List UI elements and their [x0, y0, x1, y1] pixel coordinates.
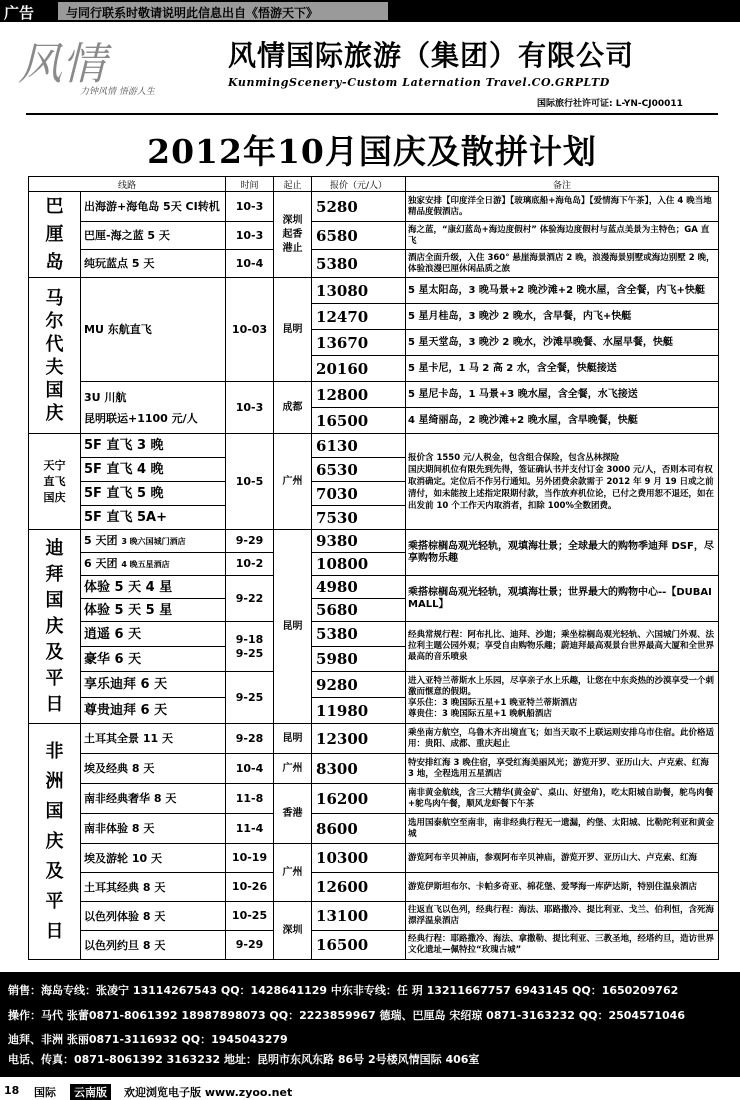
departure-date: 10-3: [226, 222, 274, 250]
header-city: 起止: [274, 177, 312, 192]
price: 16500: [312, 408, 406, 434]
price: 13080: [312, 278, 406, 304]
source-note: 与同行联系时敬请说明此信息出自《悟游天下》: [58, 2, 388, 20]
price: 12600: [312, 873, 406, 902]
contact-footer: [0, 972, 740, 1077]
region-label: 非 洲 国 庆 及 平 日: [29, 724, 81, 960]
departure-date: 9-29: [226, 530, 274, 553]
price: 9380: [312, 530, 406, 553]
header-route: 线路: [29, 177, 226, 192]
departure-date: 10-19: [226, 844, 274, 873]
region-label: 天宁 直飞 国庆: [29, 434, 81, 530]
table-row: [29, 754, 719, 784]
remark: 经典常规行程：阿布扎比、迪拜、沙迦；乘坐棕榈岛观光轻轨、六国城门外观、法拉利主题公园外观；享受自由购物乐趣；蔚迪拜最高观景台世界最高大厦和全世界最高的音乐喷泉: [406, 622, 719, 672]
table-row: [29, 814, 719, 844]
route-name: 5F 直飞 3 晚: [81, 434, 226, 458]
price: 11980: [312, 698, 406, 724]
remark: 特安排红海 3 晚住宿，享受红海美丽风光；游览开罗、亚历山大、卢克索、红海 3 地，全程选用五星酒店: [406, 754, 719, 784]
remark: 游览阿布辛贝神庙，参观阿布辛贝神庙，游览开罗、亚历山大、卢克索、红海: [406, 844, 719, 873]
sales-contact: 销售：海岛专线：张凌宁 13114267543 QQ：1428641129 中东非专线：任 玥 13211667757 6943145 QQ：1650209762: [8, 984, 679, 997]
departure-date: 10-25: [226, 902, 274, 931]
route-airline: 3U 川航: [84, 390, 127, 404]
table-row: [29, 902, 719, 931]
price: 7530: [312, 506, 406, 530]
price: 10800: [312, 553, 406, 576]
route-note: 昆明联运+1100 元/人: [84, 411, 198, 425]
company-name-cn: 风情国际旅游（集团）有限公司: [228, 39, 635, 72]
price: 7030: [312, 482, 406, 506]
header-date: 时间: [226, 177, 274, 192]
logo-mark: 风情: [18, 39, 106, 90]
price: 5680: [312, 599, 406, 622]
table-row: [29, 873, 719, 902]
price: 5380: [312, 622, 406, 647]
page-number: 18: [4, 1084, 20, 1097]
price: 12470: [312, 304, 406, 330]
table-row: [29, 622, 719, 647]
edition-badge: 云南版: [70, 1084, 111, 1100]
departure-date: 10-03: [226, 278, 274, 382]
price: 6580: [312, 222, 406, 250]
departure-date: 10-4: [226, 754, 274, 784]
route-name: 以色列约旦 8 天: [81, 931, 226, 960]
table-row: [29, 192, 719, 222]
logo-slogan: 力钟风情 悟游人生: [80, 87, 155, 97]
route-name: 巴厘-海之蓝 5 天: [81, 222, 226, 250]
price: 5380: [312, 250, 406, 278]
table-row: [29, 278, 719, 304]
departure-city: 成都: [274, 382, 312, 434]
price: 13670: [312, 330, 406, 356]
remark: 5 星天堂岛，3 晚沙 2 晚水，沙滩早晚餐、水屋早餐，快艇: [406, 330, 719, 356]
departure-date: 10-2: [226, 553, 274, 576]
remark: 乘搭棕榈岛观光轻轨，观填海壮景；全球最大的购物季迪拜 DSF，尽享购物乐趣: [406, 530, 719, 576]
company-logo: [18, 28, 188, 100]
route-name: [81, 382, 226, 434]
route-hotel: 4 晚五星酒店: [121, 560, 170, 569]
remark: 独家安排【印度洋全日游】【玻璃底船+海龟岛】【爱情海下午茶】，入住 4 晚当地精品度假酒店。: [406, 192, 719, 222]
operations-contact: 操作：马代 张蕾0871-8061392 18987898073 QQ：2223859967 德瑞、巴厘岛 宋绍琼 0871-3163232 QQ：2504571046: [8, 1009, 685, 1022]
top-banner: [0, 0, 740, 22]
route-name: 体验 5 天 4 星: [81, 576, 226, 599]
price: 10300: [312, 844, 406, 873]
route-name: 南非体验 8 天: [81, 814, 226, 844]
departure-date: 11-4: [226, 814, 274, 844]
dubai-africa-contact: 迪拜、非洲 张丽0871-3116932 QQ：1945043279: [8, 1033, 288, 1046]
remark: 海之蓝，“康幻蓝岛+海边度假村” 体验海边度假村与蓝点美景为主特色；GA 直飞: [406, 222, 719, 250]
header-price: 报价（元/人）: [312, 177, 406, 192]
departure-date: 10-5: [226, 434, 274, 530]
price: 8600: [312, 814, 406, 844]
price: 4980: [312, 576, 406, 599]
phone-address: 电话、传真：0871-8061392 3163232 地址：昆明市东风东路 86号 2号楼风情国际 406室: [8, 1053, 480, 1066]
table-row: [29, 724, 719, 754]
departure-date: 9-28: [226, 724, 274, 754]
ad-tag: 广告: [4, 4, 35, 22]
route-name: 体验 5 天 5 星: [81, 599, 226, 622]
divider: [26, 113, 718, 115]
route-name: [81, 530, 226, 553]
departure-date: 10-26: [226, 873, 274, 902]
remark: 酒店全面升级，入住 360° 悬崖海景酒店 2 晚，浪漫海景别墅或海边别墅 2 晚，体验浪漫巴厘休闲品质之旅: [406, 250, 719, 278]
departure-date: 9-18 9-25: [226, 622, 274, 672]
departure-city: 广州: [274, 844, 312, 902]
route-name: 尊贵迪拜 6 天: [81, 698, 226, 724]
table-row: [29, 530, 719, 553]
price: 5980: [312, 647, 406, 672]
departure-city: 深圳 起香 港止: [274, 192, 312, 278]
remark: 乘搭棕榈岛观光轻轨，观填海壮景；世界最大的购物中心--【DUBAI MALL】: [406, 576, 719, 622]
remark: 5 星太阳岛，3 晚马景+2 晚沙滩+2 晚水屋，含全餐，内飞+快艇: [406, 278, 719, 304]
route-name: 5F 直飞 5A+: [81, 506, 226, 530]
route-name: [81, 553, 226, 576]
route-name: 土耳其全景 11 天: [81, 724, 226, 754]
table-header: [29, 177, 719, 192]
remark: 报价含 1550 元/人税金，包含组合保险，包含丛林探险 国庆期间机位有限先到先得，签证确认书并支付订金 3000 元/人，否则本司有权取消确定。定位后不作另行通知。另外团费余款需于 2012 年 9 月 19 日或之前清付，如未能按上述指定限期付款，当作放弃机位论，已付之费用恕不退还，如在出发前 10 个工作天内取消者，扣除 100%全数团费。: [406, 434, 719, 530]
company-name-en: KunmingScenery-Custom Laternation Travel.CO.GRPLTD: [228, 76, 610, 89]
price: 20160: [312, 356, 406, 382]
region-label: 马 尔 代 夫 国 庆: [29, 278, 81, 434]
remark: 游览伊斯坦布尔、卡帕多奇亚、棉花堡、爱琴海一库萨达斯，特别住温泉酒店: [406, 873, 719, 902]
price: 5280: [312, 192, 406, 222]
route-name: 5F 直飞 4 晚: [81, 458, 226, 482]
route-hotel: 3 晚六国城门酒店: [121, 537, 186, 546]
remark: 往返直飞以色列，经典行程：海法、耶路撒冷、提比利亚、戈兰、伯利恒，含死海漂浮温泉酒店: [406, 902, 719, 931]
remark: 经典行程：耶路撒冷、海法、拿撒勒、提比利亚、三教圣地，经塔约旦，造访世界文化遗址—佩特拉“玫瑰古城”: [406, 931, 719, 960]
departure-city: 深圳: [274, 902, 312, 960]
price: 6530: [312, 458, 406, 482]
table-row: [29, 250, 719, 278]
region-label: 迪 拜 国 庆 及 平 日: [29, 530, 81, 724]
remark: 5 星月桂岛，3 晚沙 2 晚水，含早餐，内飞+快艇: [406, 304, 719, 330]
header-remark: 备注: [406, 177, 719, 192]
region-label: 巴 厘 岛: [29, 192, 81, 278]
price: 12300: [312, 724, 406, 754]
route-name: 埃及经典 8 天: [81, 754, 226, 784]
departure-date: 10-3: [226, 192, 274, 222]
price: 8300: [312, 754, 406, 784]
route-name: 土耳其经典 8 天: [81, 873, 226, 902]
table-row: [29, 844, 719, 873]
section-name: 国际: [34, 1086, 56, 1099]
price: 6130: [312, 434, 406, 458]
departure-city: 昆明: [274, 530, 312, 724]
departure-city: 广州: [274, 434, 312, 530]
license-number: 国际旅行社许可证: L-YN-CJ00011: [537, 99, 683, 109]
departure-city: 广州: [274, 754, 312, 784]
price: 16200: [312, 784, 406, 814]
route-name: 埃及游轮 10 天: [81, 844, 226, 873]
remark: 5 星卡尼，1 马 2 高 2 水，含全餐，快艇接送: [406, 356, 719, 382]
route-name: 出海游+海龟岛 5天 CI转机: [81, 192, 226, 222]
page-footer: [0, 1080, 740, 1100]
table-row: [29, 931, 719, 960]
price: 16500: [312, 931, 406, 960]
remark: 5 星尼卡岛，1 马景+3 晚水屋，含全餐，水飞接送: [406, 382, 719, 408]
page-title: 2012年10月国庆及散拼计划: [147, 132, 597, 171]
table-row: [29, 222, 719, 250]
remark: 选用国泰航空至南非，南非经典行程无一遗漏，约堡、太阳城、比勒陀利亚和黄金城: [406, 814, 719, 844]
departure-city: 昆明: [274, 724, 312, 754]
departure-date: 11-8: [226, 784, 274, 814]
price: 9280: [312, 672, 406, 698]
remark: 南非黄金航线，含三大精华(黄金矿、桌山、好望角)，吃太阳城自助餐，鸵鸟肉餐+鸵鸟肉午餐，顺风龙虾餐下午茶: [406, 784, 719, 814]
route-name: 南非经典奢华 8 天: [81, 784, 226, 814]
route-title: 5 天团: [84, 534, 118, 547]
remark: 4 星绮丽岛，2 晚沙滩+2 晚水屋，含早晚餐，快艇: [406, 408, 719, 434]
table-row: [29, 382, 719, 408]
table-row: [29, 576, 719, 599]
remark: 乘坐南方航空，乌鲁木齐出境直飞；如当天取不上联运则安排乌市住宿。此价格适用：贵阳、成都、重庆起止: [406, 724, 719, 754]
route-name: 5F 直飞 5 晚: [81, 482, 226, 506]
table-row: [29, 434, 719, 458]
departure-date: 9-25: [226, 672, 274, 724]
price: 12800: [312, 382, 406, 408]
table-row: [29, 784, 719, 814]
route-name: 享乐迪拜 6 天: [81, 672, 226, 698]
route-name: 豪华 6 天: [81, 647, 226, 672]
route-name: 逍遥 6 天: [81, 622, 226, 647]
price: 13100: [312, 902, 406, 931]
route-name: MU 东航直飞: [81, 278, 226, 382]
route-title: 6 天团: [84, 557, 118, 570]
departure-date: 10-4: [226, 250, 274, 278]
route-name: 纯玩蓝点 5 天: [81, 250, 226, 278]
remark: 进入亚特兰蒂斯水上乐园，尽享亲子水上乐趣，让您在中东炎热的沙漠享受一个刺激而惬意的假期。 享乐住：3 晚国际五星+1 晚亚特兰蒂斯酒店 尊贵住：3 晚国际五星+1 晚帆船酒店: [406, 672, 719, 724]
departure-date: 9-22: [226, 576, 274, 622]
departure-date: 10-3: [226, 382, 274, 434]
tour-plan-table: [28, 176, 719, 960]
website-note: 欢迎浏览电子版 www.zyoo.net: [124, 1086, 293, 1099]
route-name: 以色列体验 8 天: [81, 902, 226, 931]
departure-city: 昆明: [274, 278, 312, 382]
departure-date: 9-29: [226, 931, 274, 960]
table-row: [29, 672, 719, 698]
departure-city: 香港: [274, 784, 312, 844]
